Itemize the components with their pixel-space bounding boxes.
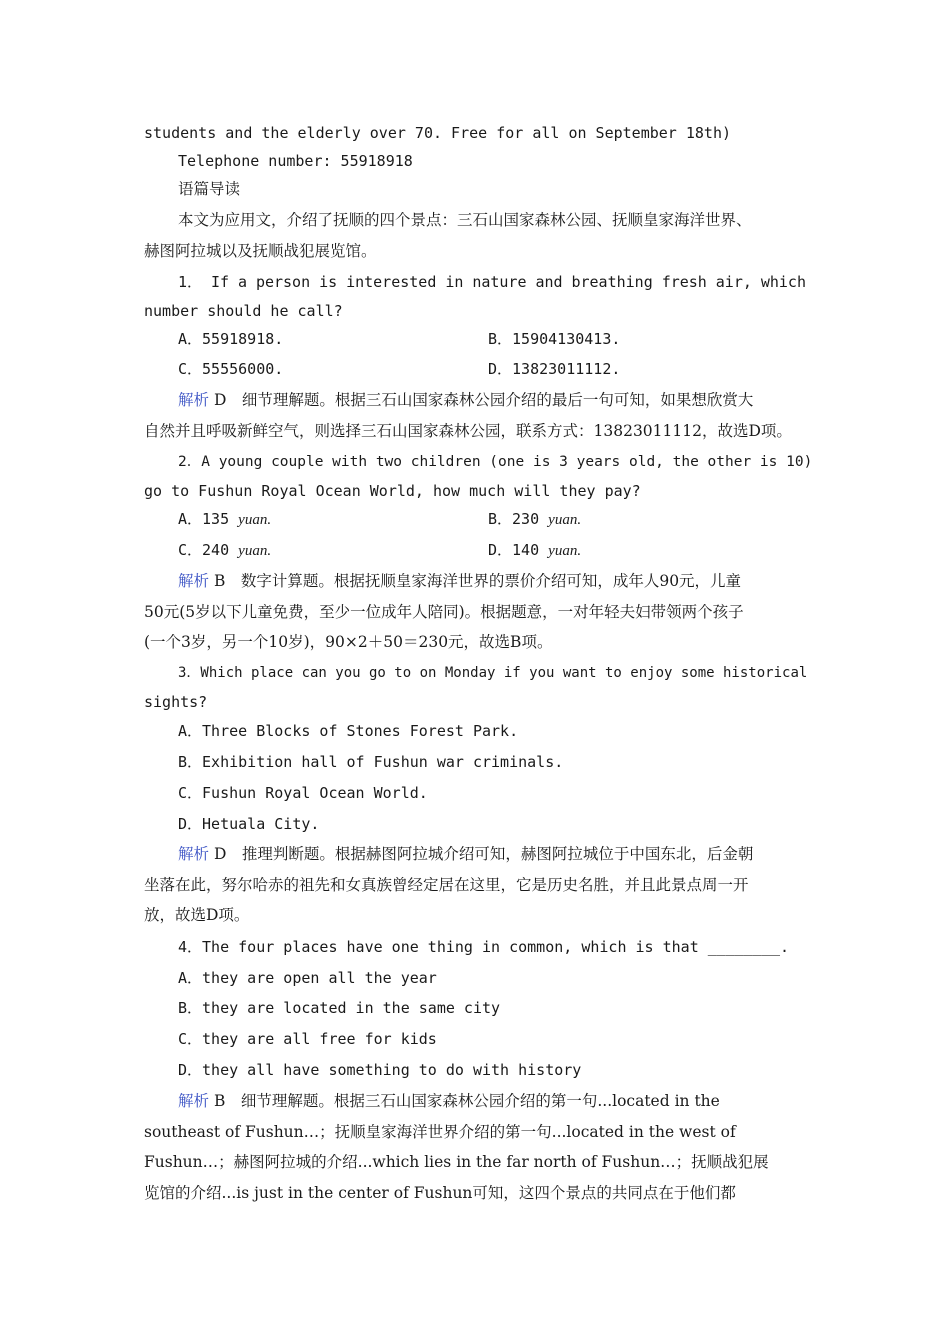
- q3-stem: sights?: [144, 693, 208, 711]
- q1-option-c: C．55556000.: [178, 360, 284, 378]
- q4-option-b: B．they are located in the same city: [178, 999, 501, 1017]
- q2-option-b: B．230 yuan.: [488, 510, 582, 528]
- q3-option-c: C．Fushun Royal Ocean World.: [178, 784, 428, 802]
- q2-stem: go to Fushun Royal Ocean World, how much will they pay?: [144, 482, 641, 500]
- q2-option-d: D．140 yuan.: [488, 541, 582, 559]
- analysis-label: 解析: [178, 845, 210, 863]
- q3-analysis: 放，故选D项。: [144, 906, 250, 924]
- q4-analysis: 解析 B 细节理解题。根据三石山国家森林公园介绍的第一句...located in the: [178, 1092, 720, 1110]
- guide-text: 本文为应用文，介绍了抚顺的四个景点：三石山国家森林公园、抚顺皇家海洋世界、: [178, 211, 752, 229]
- q4-stem: 4．The four places have one thing in common, which is that ________.: [178, 938, 790, 956]
- q2-analysis: (一个3岁，另一个10岁)，90×2＋50＝230元，故选B项。: [144, 633, 553, 651]
- analysis-label: 解析: [178, 391, 210, 409]
- q1-stem: number should he call?: [144, 302, 343, 320]
- q4-analysis: 览馆的介绍...is just in the center of Fushun可知，这四个景点的共同点在于他们都: [144, 1184, 736, 1202]
- q2-analysis: 50元(5岁以下儿童免费，至少一位成年人陪同)。根据题意，一对年轻夫妇带领两个孩子: [144, 603, 744, 621]
- q3-option-b: B．Exhibition hall of Fushun war criminals.: [178, 753, 564, 771]
- q1-option-d: D．13823011112.: [488, 360, 621, 378]
- q2-option-a: A．135 yuan.: [178, 510, 272, 528]
- guide-heading: 语篇导读: [178, 180, 241, 198]
- q2-option-c: C．240 yuan.: [178, 541, 272, 559]
- q3-analysis: 坐落在此，努尔哈赤的祖先和女真族曾经定居在这里，它是历史名胜，并且此景点周一开: [144, 876, 749, 894]
- q4-option-a: A．they are open all the year: [178, 969, 437, 987]
- q1-analysis: 自然并且呼吸新鲜空气，则选择三石山国家森林公园，联系方式：13823011112，故选D项。: [144, 422, 792, 440]
- intro-line: students and the elderly over 70. Free for all on September 18th): [144, 124, 731, 142]
- q3-option-a: A．Three Blocks of Stones Forest Park.: [178, 722, 519, 740]
- q2-analysis: 解析 B 数字计算题。根据抚顺皇家海洋世界的票价介绍可知，成年人90元，儿童: [178, 572, 742, 590]
- q3-stem: 3．Which place can you go to on Monday if you want to enjoy some historical: [178, 665, 808, 681]
- q4-analysis: Fushun…；赫图阿拉城的介绍...which lies in the far north of Fushun…；抚顺战犯展: [144, 1153, 769, 1171]
- q1-option-b: B．15904130413.: [488, 330, 621, 348]
- q4-analysis: southeast of Fushun…；抚顺皇家海洋世界介绍的第一句...located in the west of: [144, 1123, 736, 1141]
- q3-option-d: D．Hetuala City.: [178, 815, 320, 833]
- q1-stem: 1． If a person is interested in nature and breathing fresh air, which: [178, 273, 806, 291]
- analysis-label: 解析: [178, 572, 210, 590]
- q4-option-d: D．they all have something to do with history: [178, 1061, 582, 1079]
- q2-stem: 2．A young couple with two children (one is 3 years old, the other is 10): [178, 454, 813, 470]
- analysis-label: 解析: [178, 1092, 210, 1110]
- q1-analysis: 解析 D 细节理解题。根据三石山国家森林公园介绍的最后一句可知，如果想欣赏大: [178, 391, 754, 409]
- telephone-line: Telephone number: 55918918: [178, 152, 413, 170]
- q1-option-a: A．55918918.: [178, 330, 284, 348]
- guide-text: 赫图阿拉城以及抚顺战犯展览馆。: [144, 242, 377, 260]
- q4-option-c: C．they are all free for kids: [178, 1030, 437, 1048]
- q3-analysis: 解析 D 推理判断题。根据赫图阿拉城介绍可知，赫图阿拉城位于中国东北，后金朝: [178, 845, 754, 863]
